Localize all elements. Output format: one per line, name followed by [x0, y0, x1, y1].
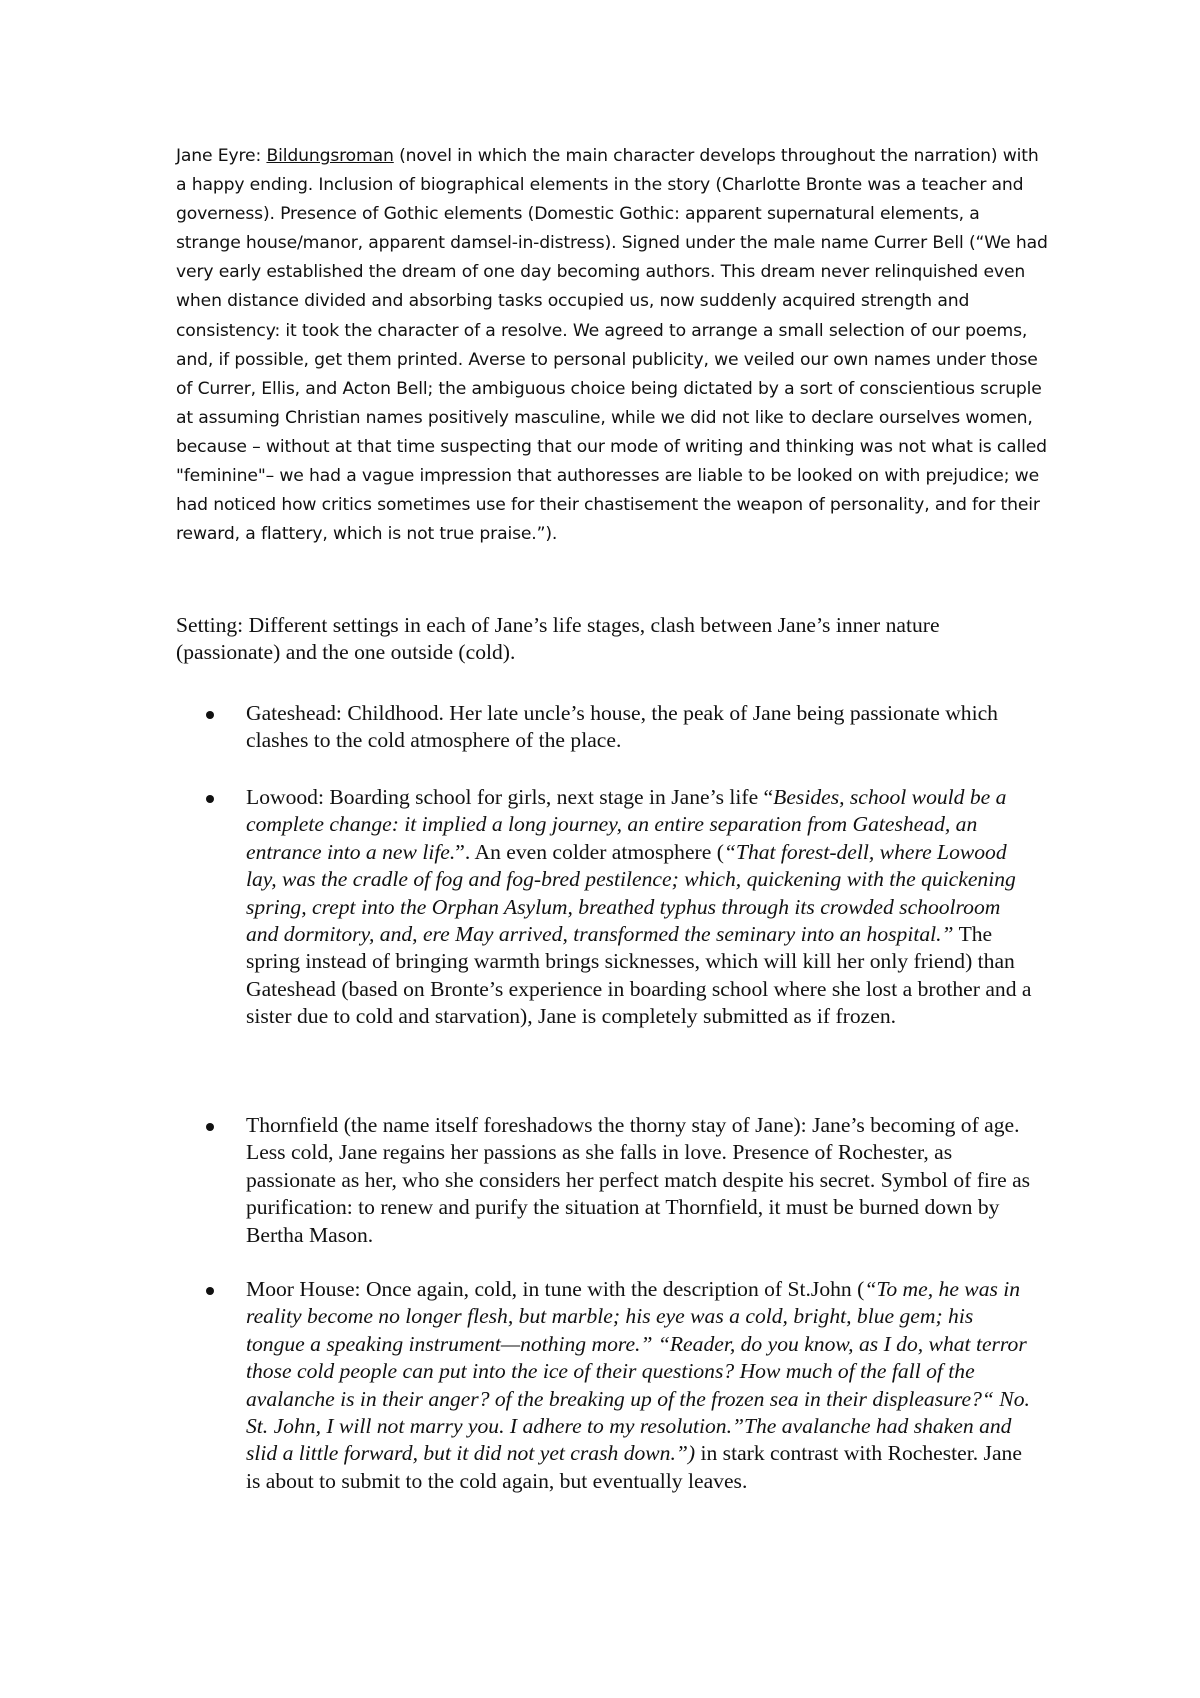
setting-paragraph: Setting: Different settings in each of Jane’s life stages, clash between Jane’s inner nature (passionate) and the one outside (cold).	[176, 613, 940, 665]
list-item-lowood	[246, 784, 1036, 1031]
list-item-thornfield	[246, 1112, 1036, 1249]
moor-house-text-2: in stark contrast with Rochester. Jane is about to submit to the cold again, but eventually leaves.	[246, 1441, 1022, 1493]
bullet-icon	[206, 1287, 214, 1295]
moor-house-text-1: Moor House: Once again, cold, in tune with the description of St.John (	[246, 1277, 865, 1301]
bildungsroman-term: Bildungsroman	[266, 146, 394, 166]
lowood-text-1: Lowood: Boarding school for girls, next stage in Jane’s life “	[246, 785, 774, 809]
lowood-text-2: ”. An even colder atmosphere (	[455, 839, 724, 864]
lowood-quote-1: Besides, school would be a complete change: it implied a long journey, an entire separation from Gateshead, an entrance into a new life.	[246, 785, 1007, 864]
lowood-text-3: The spring instead of bringing warmth brings sicknesses, which will kill her only friend) than Gateshead (based on Bronte’s experience in boarding school where she lost a brother and a sister due to cold and starvation), Jane is completely submitted as if frozen.	[246, 922, 1032, 1029]
intro-paragraph	[176, 142, 1048, 549]
intro-label: Jane Eyre:	[176, 146, 267, 166]
gateshead-text: Gateshead: Childhood. Her late uncle’s house, the peak of Jane being passionate which clashes to the cold atmosphere of the place.	[246, 701, 998, 753]
bullet-icon	[206, 795, 214, 803]
list-item-moor-house	[246, 1276, 1036, 1495]
list-item-gateshead	[246, 700, 1036, 755]
lowood-quote-2: “That forest-dell, where Lowood lay, was the cradle of fog and fog-bred pestilence; which, quickening with the quickening spring, crept into the Orphan Asylum, breathed typhus through its crowded schoolroom and dormitory, and, ere May arrived, transformed the seminary into an hospital.”	[246, 839, 1016, 947]
bullet-icon	[206, 1123, 214, 1131]
bullet-icon	[206, 711, 214, 719]
intro-text: (novel in which the main character develops throughout the narration) with a happy ending. Inclusion of biographical elements in the story (Charlotte Bronte was a teacher and governess). Presence of Gothic elements (Domestic Gothic: apparent supernatural elements, a strange house/manor, apparent damsel-in-distress). Signed under the male name Currer Bell (“We had very early established the dream of one day becoming authors. This dream never relinquished even when distance divided and absorbing tasks occupied us, now suddenly acquired strength and consistency: it took the character of a resolve. We agreed to arrange a small selection of our poems, and, if possible, get them printed. Averse to personal publicity, we veiled our own names under those of Currer, Ellis, and Acton Bell; the ambiguous choice being dictated by a sort of conscientious scruple at assuming Christian names positively masculine, while we did not like to declare ourselves women, because – without at that time suspecting that our mode of writing and thinking was not what is called "feminine"– we had a vague impression that authoresses are liable to be looked on with prejudice; we had noticed how critics sometimes use for their chastisement the weapon of personality, and for their reward, a flattery, which is not true praise.”).	[176, 146, 1048, 545]
thornfield-text: Thornfield (the name itself foreshadows the thorny stay of Jane): Jane’s becoming of age. Less cold, Jane regains her passions as she falls in love. Presence of Rochester, as passionate as her, who she considers her perfect match despite his secret. Symbol of fire as purification: to renew and purify the situation at Thornfield, it must be burned down by Bertha Mason.	[246, 1113, 1031, 1247]
moor-house-quote: “To me, he was in reality become no longer flesh, but marble; his eye was a cold, bright, blue gem; his tongue a speaking instrument—nothing more.” “Reader, do you know, as I do, what terror those cold people can put into the ice of their questions? How much of the fall of the avalanche is in their anger? of the breaking up of the frozen sea in their displeasure?“ No. St. John, I will not marry you. I adhere to my resolution.”The avalanche had shaken and slid a little forward, but it did not yet crash down.”)	[246, 1277, 1030, 1466]
